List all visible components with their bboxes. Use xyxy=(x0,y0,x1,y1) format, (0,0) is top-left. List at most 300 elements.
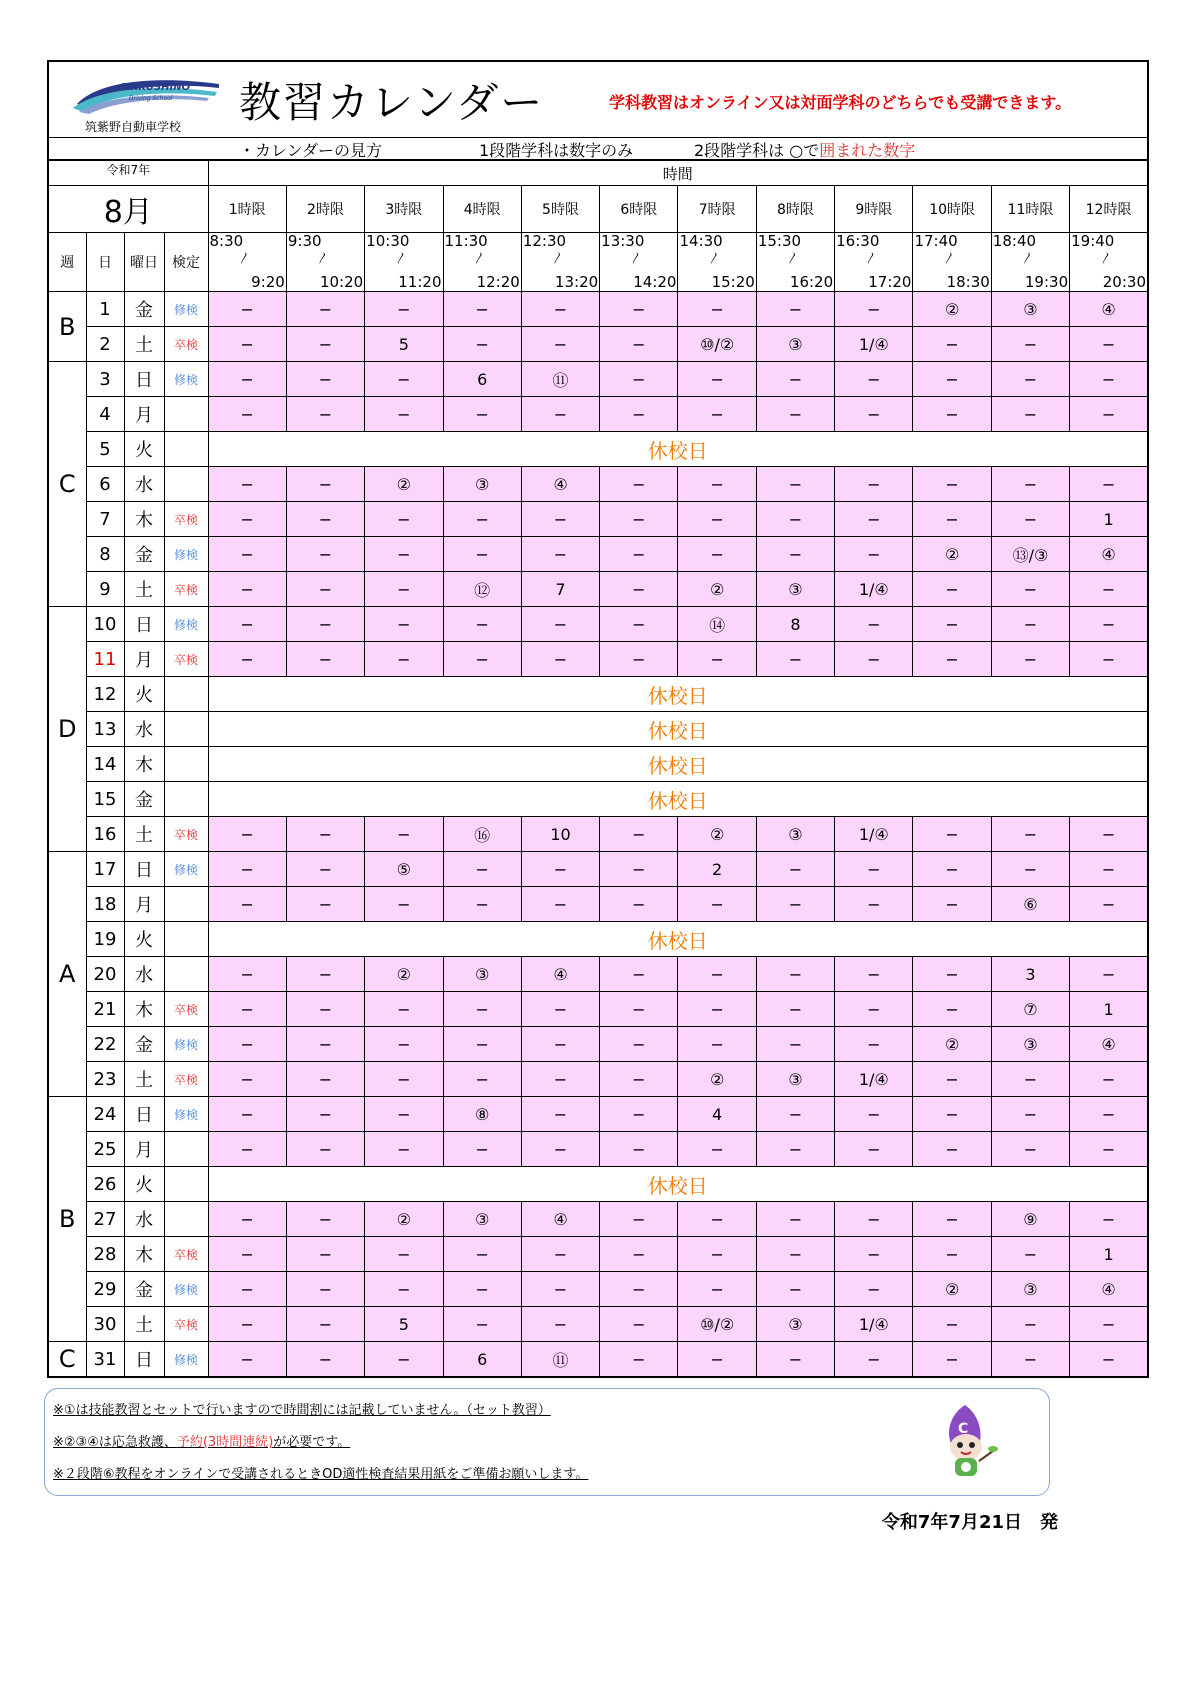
class-slot: − xyxy=(1070,817,1148,852)
exam-type xyxy=(164,747,208,782)
class-slot: − xyxy=(835,1237,913,1272)
class-slot: − xyxy=(913,1097,991,1132)
era-label: 令和7年 xyxy=(48,161,208,186)
table-row xyxy=(48,1167,1148,1202)
class-slot: − xyxy=(286,1272,364,1307)
time-sep: 〳 xyxy=(473,251,486,265)
class-slot: − xyxy=(208,852,286,887)
class-slot: − xyxy=(521,642,599,677)
class-slot: − xyxy=(756,852,834,887)
month-label: 8月 xyxy=(48,186,208,233)
table-row xyxy=(48,817,1148,852)
class-slot: − xyxy=(521,1132,599,1167)
day-number: 30 xyxy=(86,1307,124,1342)
class-slot: − xyxy=(521,607,599,642)
class-slot: − xyxy=(835,1027,913,1062)
class-slot: − xyxy=(443,852,521,887)
logo-sub: Driving School xyxy=(129,95,173,102)
class-slot: − xyxy=(756,957,834,992)
class-slot: ⑩/② xyxy=(678,327,756,362)
exam-type: 卒検 xyxy=(164,1307,208,1342)
class-slot: − xyxy=(443,887,521,922)
class-slot: − xyxy=(286,292,364,327)
class-slot: 8 xyxy=(756,607,834,642)
class-slot: − xyxy=(756,537,834,572)
time-end: 15:20 xyxy=(711,273,755,291)
day-number: 2 xyxy=(86,327,124,362)
day-of-week: 木 xyxy=(124,747,164,782)
class-slot: 5 xyxy=(365,327,443,362)
class-slot: ③ xyxy=(991,1272,1069,1307)
class-slot: − xyxy=(1070,1062,1148,1097)
class-slot: − xyxy=(678,537,756,572)
day-of-week: 火 xyxy=(124,922,164,957)
time-end: 16:20 xyxy=(789,273,834,291)
class-slot: − xyxy=(286,327,364,362)
class-slot: − xyxy=(678,957,756,992)
class-slot: − xyxy=(443,397,521,432)
class-slot: 6 xyxy=(443,1342,521,1378)
online-notice: 学科教習はオンライン又は対面学科のどちらでも受講できます。 xyxy=(609,93,1072,112)
class-slot: ④ xyxy=(1070,537,1148,572)
class-slot: − xyxy=(756,292,834,327)
footnote-2b: 予約(3時間連続) xyxy=(176,1435,274,1450)
class-slot: − xyxy=(365,992,443,1027)
class-slot: − xyxy=(991,327,1069,362)
mascot-icon xyxy=(935,1401,999,1485)
class-slot: − xyxy=(521,1027,599,1062)
class-slot: − xyxy=(443,642,521,677)
class-slot: ② xyxy=(678,1062,756,1097)
table-row xyxy=(48,1342,1148,1378)
table-row xyxy=(48,712,1148,747)
calendar-page xyxy=(47,60,1149,1378)
class-slot: − xyxy=(208,1272,286,1307)
table-row xyxy=(48,922,1148,957)
class-slot: ③ xyxy=(443,1202,521,1237)
class-slot: 1/④ xyxy=(835,327,913,362)
class-slot: ④ xyxy=(1070,1027,1148,1062)
day-number: 31 xyxy=(86,1342,124,1378)
class-slot: 1/④ xyxy=(835,572,913,607)
time-sep: 〳 xyxy=(1021,251,1034,265)
header xyxy=(47,60,1149,138)
footnote-3: ※２段階⑥教程をオンラインで受講されるときOD適性検査結果用紙をご準備お願いします。 xyxy=(53,1467,589,1482)
day-number: 5 xyxy=(86,432,124,467)
class-slot: − xyxy=(835,1342,913,1378)
class-slot: − xyxy=(1070,362,1148,397)
day-of-week: 日 xyxy=(124,852,164,887)
time-start: 10:30 xyxy=(366,232,410,250)
class-slot: − xyxy=(1070,852,1148,887)
legend-stage2-a: 2段階学科は ○で xyxy=(694,141,820,160)
day-of-week: 木 xyxy=(124,992,164,1027)
class-slot: ⑧ xyxy=(443,1097,521,1132)
class-slot: − xyxy=(365,1027,443,1062)
class-slot: − xyxy=(365,572,443,607)
class-slot: − xyxy=(521,292,599,327)
time-range xyxy=(756,233,834,292)
class-slot: − xyxy=(365,607,443,642)
class-slot: − xyxy=(600,572,678,607)
class-slot: − xyxy=(600,607,678,642)
class-slot: ③ xyxy=(991,292,1069,327)
table-body xyxy=(48,292,1148,1378)
class-slot: ④ xyxy=(521,467,599,502)
class-slot: − xyxy=(600,1202,678,1237)
class-slot: − xyxy=(835,467,913,502)
class-slot: 1/④ xyxy=(835,817,913,852)
class-slot: − xyxy=(208,292,286,327)
class-slot: − xyxy=(365,1132,443,1167)
class-slot: 7 xyxy=(521,572,599,607)
exam-type: 卒検 xyxy=(164,1062,208,1097)
class-slot: − xyxy=(286,502,364,537)
class-slot: − xyxy=(521,1307,599,1342)
day-of-week: 木 xyxy=(124,1237,164,1272)
time-start: 18:40 xyxy=(992,232,1037,250)
class-slot: − xyxy=(521,992,599,1027)
class-slot: − xyxy=(991,1237,1069,1272)
class-slot: − xyxy=(600,1027,678,1062)
time-end: 19:30 xyxy=(1024,273,1069,291)
day-of-week: 金 xyxy=(124,1272,164,1307)
class-slot: ③ xyxy=(991,1027,1069,1062)
table-row xyxy=(48,502,1148,537)
class-slot: − xyxy=(208,537,286,572)
time-start: 16:30 xyxy=(836,232,880,250)
time-end: 20:30 xyxy=(1102,273,1146,291)
class-slot: − xyxy=(600,537,678,572)
class-slot: − xyxy=(835,292,913,327)
class-slot: − xyxy=(991,817,1069,852)
table-row xyxy=(48,957,1148,992)
time-start: 12:30 xyxy=(522,232,567,250)
class-slot: − xyxy=(286,362,364,397)
class-slot: − xyxy=(756,362,834,397)
class-slot: − xyxy=(208,397,286,432)
time-range xyxy=(521,233,599,292)
class-slot: − xyxy=(521,887,599,922)
issue-date: 令和7年7月21日 発 xyxy=(881,1512,1058,1533)
class-slot: − xyxy=(678,292,756,327)
class-slot: − xyxy=(991,362,1069,397)
period-label: 9時限 xyxy=(835,186,913,233)
footnote-2c: が必要です。 xyxy=(273,1435,351,1450)
class-slot: − xyxy=(365,1097,443,1132)
class-slot: − xyxy=(600,327,678,362)
class-slot: − xyxy=(600,1272,678,1307)
class-slot: − xyxy=(600,1062,678,1097)
class-slot: − xyxy=(208,362,286,397)
class-slot: − xyxy=(991,852,1069,887)
class-slot: − xyxy=(835,1202,913,1237)
table-row xyxy=(48,1237,1148,1272)
time-range xyxy=(835,233,913,292)
class-slot: − xyxy=(286,817,364,852)
class-slot: − xyxy=(1070,957,1148,992)
class-slot: − xyxy=(208,1062,286,1097)
time-end: 9:20 xyxy=(251,273,285,291)
holiday-label: 休校日 xyxy=(208,922,1148,957)
class-slot: ③ xyxy=(443,957,521,992)
class-slot: − xyxy=(365,1062,443,1097)
class-slot: − xyxy=(1070,1132,1148,1167)
class-slot: − xyxy=(600,397,678,432)
class-slot: ③ xyxy=(756,1062,834,1097)
class-slot: − xyxy=(208,1342,286,1378)
day-number: 1 xyxy=(86,292,124,327)
holiday-label: 休校日 xyxy=(208,1167,1148,1202)
class-slot: − xyxy=(365,642,443,677)
time-sep: 〳 xyxy=(943,251,956,265)
class-slot: 5 xyxy=(365,1307,443,1342)
class-slot: − xyxy=(913,642,991,677)
period-label: 11時限 xyxy=(991,186,1069,233)
class-slot: − xyxy=(913,817,991,852)
class-slot: − xyxy=(208,607,286,642)
class-slot: − xyxy=(286,397,364,432)
day-of-week: 日 xyxy=(124,607,164,642)
exam-type: 修検 xyxy=(164,1342,208,1378)
class-slot: − xyxy=(913,1307,991,1342)
class-slot: − xyxy=(835,887,913,922)
footnote-2 xyxy=(53,1431,350,1450)
class-slot: − xyxy=(208,467,286,502)
class-slot: − xyxy=(208,327,286,362)
class-slot: ⑭ xyxy=(678,607,756,642)
class-slot: − xyxy=(443,327,521,362)
day-of-week: 日 xyxy=(124,362,164,397)
class-slot: − xyxy=(991,1132,1069,1167)
time-start: 17:40 xyxy=(914,232,958,250)
class-slot: − xyxy=(443,1027,521,1062)
class-slot: − xyxy=(365,502,443,537)
day-of-week: 金 xyxy=(124,537,164,572)
class-slot: − xyxy=(600,642,678,677)
class-slot: − xyxy=(678,1202,756,1237)
class-slot: − xyxy=(913,607,991,642)
day-number: 13 xyxy=(86,712,124,747)
period-label: 10時限 xyxy=(913,186,991,233)
class-slot: − xyxy=(521,1237,599,1272)
exam-type xyxy=(164,782,208,817)
class-slot: − xyxy=(365,1272,443,1307)
week-label: B xyxy=(48,1097,86,1342)
class-slot: ④ xyxy=(521,1202,599,1237)
class-slot: − xyxy=(521,537,599,572)
class-slot: − xyxy=(1070,1202,1148,1237)
period-label: 7時限 xyxy=(678,186,756,233)
dow-header: 曜日 xyxy=(124,233,164,292)
day-number: 3 xyxy=(86,362,124,397)
kentei-header: 検定 xyxy=(164,233,208,292)
class-slot: − xyxy=(991,1062,1069,1097)
holiday-label: 休校日 xyxy=(208,747,1148,782)
time-start: 11:30 xyxy=(444,232,488,250)
class-slot: ⑥ xyxy=(991,887,1069,922)
exam-type xyxy=(164,467,208,502)
class-slot: − xyxy=(208,817,286,852)
exam-type: 卒検 xyxy=(164,642,208,677)
time-start: 13:30 xyxy=(601,232,645,250)
table-row xyxy=(48,292,1148,327)
class-slot: − xyxy=(1070,572,1148,607)
class-slot: − xyxy=(913,852,991,887)
class-slot: ② xyxy=(678,572,756,607)
class-slot: − xyxy=(678,1027,756,1062)
class-slot: − xyxy=(521,1062,599,1097)
class-slot: − xyxy=(991,502,1069,537)
class-slot: − xyxy=(600,817,678,852)
class-slot: − xyxy=(286,607,364,642)
week-label: D xyxy=(48,607,86,852)
day-number: 8 xyxy=(86,537,124,572)
class-slot: − xyxy=(913,397,991,432)
time-sep: 〳 xyxy=(786,251,799,265)
exam-type: 修検 xyxy=(164,362,208,397)
period-label: 6時限 xyxy=(600,186,678,233)
day-of-week: 土 xyxy=(124,1307,164,1342)
class-slot: 4 xyxy=(678,1097,756,1132)
class-slot: ③ xyxy=(756,572,834,607)
header-row-periods xyxy=(48,186,1148,233)
table-row xyxy=(48,887,1148,922)
footnote-2a: ※②③④は応急救護、 xyxy=(53,1435,177,1450)
class-slot: − xyxy=(991,1307,1069,1342)
class-slot: ④ xyxy=(521,957,599,992)
legend-stage2-b: 囲まれた数字 xyxy=(819,141,916,160)
day-number: 6 xyxy=(86,467,124,502)
class-slot: − xyxy=(756,502,834,537)
table-header xyxy=(48,161,1148,292)
class-slot: − xyxy=(600,852,678,887)
day-of-week: 金 xyxy=(124,292,164,327)
day-number: 11 xyxy=(86,642,124,677)
class-slot: − xyxy=(913,992,991,1027)
class-slot: − xyxy=(286,537,364,572)
class-slot: − xyxy=(600,957,678,992)
day-number: 16 xyxy=(86,817,124,852)
week-label: C xyxy=(48,1342,86,1378)
class-slot: 1/④ xyxy=(835,1062,913,1097)
class-slot: − xyxy=(678,642,756,677)
class-slot: − xyxy=(835,537,913,572)
class-slot: − xyxy=(286,852,364,887)
time-start: 8:30 xyxy=(209,232,244,250)
class-slot: − xyxy=(835,502,913,537)
exam-type xyxy=(164,922,208,957)
class-slot: − xyxy=(600,362,678,397)
day-number: 28 xyxy=(86,1237,124,1272)
table-row xyxy=(48,1027,1148,1062)
day-of-week: 水 xyxy=(124,467,164,502)
day-number: 15 xyxy=(86,782,124,817)
table-row xyxy=(48,1307,1148,1342)
class-slot: − xyxy=(1070,1097,1148,1132)
legend-row xyxy=(47,138,1149,160)
day-number: 23 xyxy=(86,1062,124,1097)
class-slot: − xyxy=(835,362,913,397)
class-slot: − xyxy=(600,992,678,1027)
day-of-week: 土 xyxy=(124,817,164,852)
table-row xyxy=(48,572,1148,607)
class-slot: − xyxy=(756,1272,834,1307)
day-of-week: 火 xyxy=(124,432,164,467)
class-slot: − xyxy=(913,467,991,502)
class-slot: − xyxy=(835,397,913,432)
class-slot: − xyxy=(835,957,913,992)
logo-text: CHIKUSHINO xyxy=(119,82,191,93)
table-row xyxy=(48,537,1148,572)
class-slot: − xyxy=(913,1342,991,1378)
exam-type: 修検 xyxy=(164,1272,208,1307)
class-slot: − xyxy=(991,607,1069,642)
class-slot: − xyxy=(208,642,286,677)
exam-type xyxy=(164,432,208,467)
table-row xyxy=(48,782,1148,817)
class-slot: 1 xyxy=(1070,992,1148,1027)
class-slot: − xyxy=(208,887,286,922)
class-slot: ② xyxy=(678,817,756,852)
class-slot: ② xyxy=(913,1027,991,1062)
class-slot: − xyxy=(365,1342,443,1378)
class-slot: − xyxy=(208,1237,286,1272)
day-of-week: 土 xyxy=(124,327,164,362)
class-slot: − xyxy=(365,1237,443,1272)
week-label: C xyxy=(48,362,86,607)
day-number: 19 xyxy=(86,922,124,957)
class-slot: − xyxy=(286,467,364,502)
class-slot: − xyxy=(365,817,443,852)
table-row xyxy=(48,467,1148,502)
class-slot: − xyxy=(443,992,521,1027)
class-slot: − xyxy=(991,572,1069,607)
table-row xyxy=(48,992,1148,1027)
day-of-week: 土 xyxy=(124,1062,164,1097)
table-row xyxy=(48,747,1148,782)
day-number: 14 xyxy=(86,747,124,782)
day-number: 22 xyxy=(86,1027,124,1062)
time-sep: 〳 xyxy=(1100,251,1113,265)
time-end: 10:20 xyxy=(319,273,364,291)
class-slot: 3 xyxy=(991,957,1069,992)
class-slot: − xyxy=(756,1237,834,1272)
time-range xyxy=(443,233,521,292)
time-sep: 〳 xyxy=(708,251,721,265)
period-label: 5時限 xyxy=(521,186,599,233)
jikan-label: 時間 xyxy=(208,161,1148,186)
class-slot: − xyxy=(286,1027,364,1062)
day-number: 10 xyxy=(86,607,124,642)
holiday-label: 休校日 xyxy=(208,712,1148,747)
period-label: 1時限 xyxy=(208,186,286,233)
time-sep: 〳 xyxy=(551,251,564,265)
class-slot: − xyxy=(1070,1307,1148,1342)
day-number: 7 xyxy=(86,502,124,537)
table-row xyxy=(48,607,1148,642)
time-end: 13:20 xyxy=(554,273,599,291)
class-slot: ③ xyxy=(443,467,521,502)
exam-type: 修検 xyxy=(164,537,208,572)
class-slot: − xyxy=(365,362,443,397)
class-slot: ② xyxy=(913,1272,991,1307)
class-slot: − xyxy=(521,1272,599,1307)
class-slot: − xyxy=(756,1202,834,1237)
day-of-week: 水 xyxy=(124,712,164,747)
exam-type xyxy=(164,677,208,712)
class-slot: − xyxy=(991,467,1069,502)
